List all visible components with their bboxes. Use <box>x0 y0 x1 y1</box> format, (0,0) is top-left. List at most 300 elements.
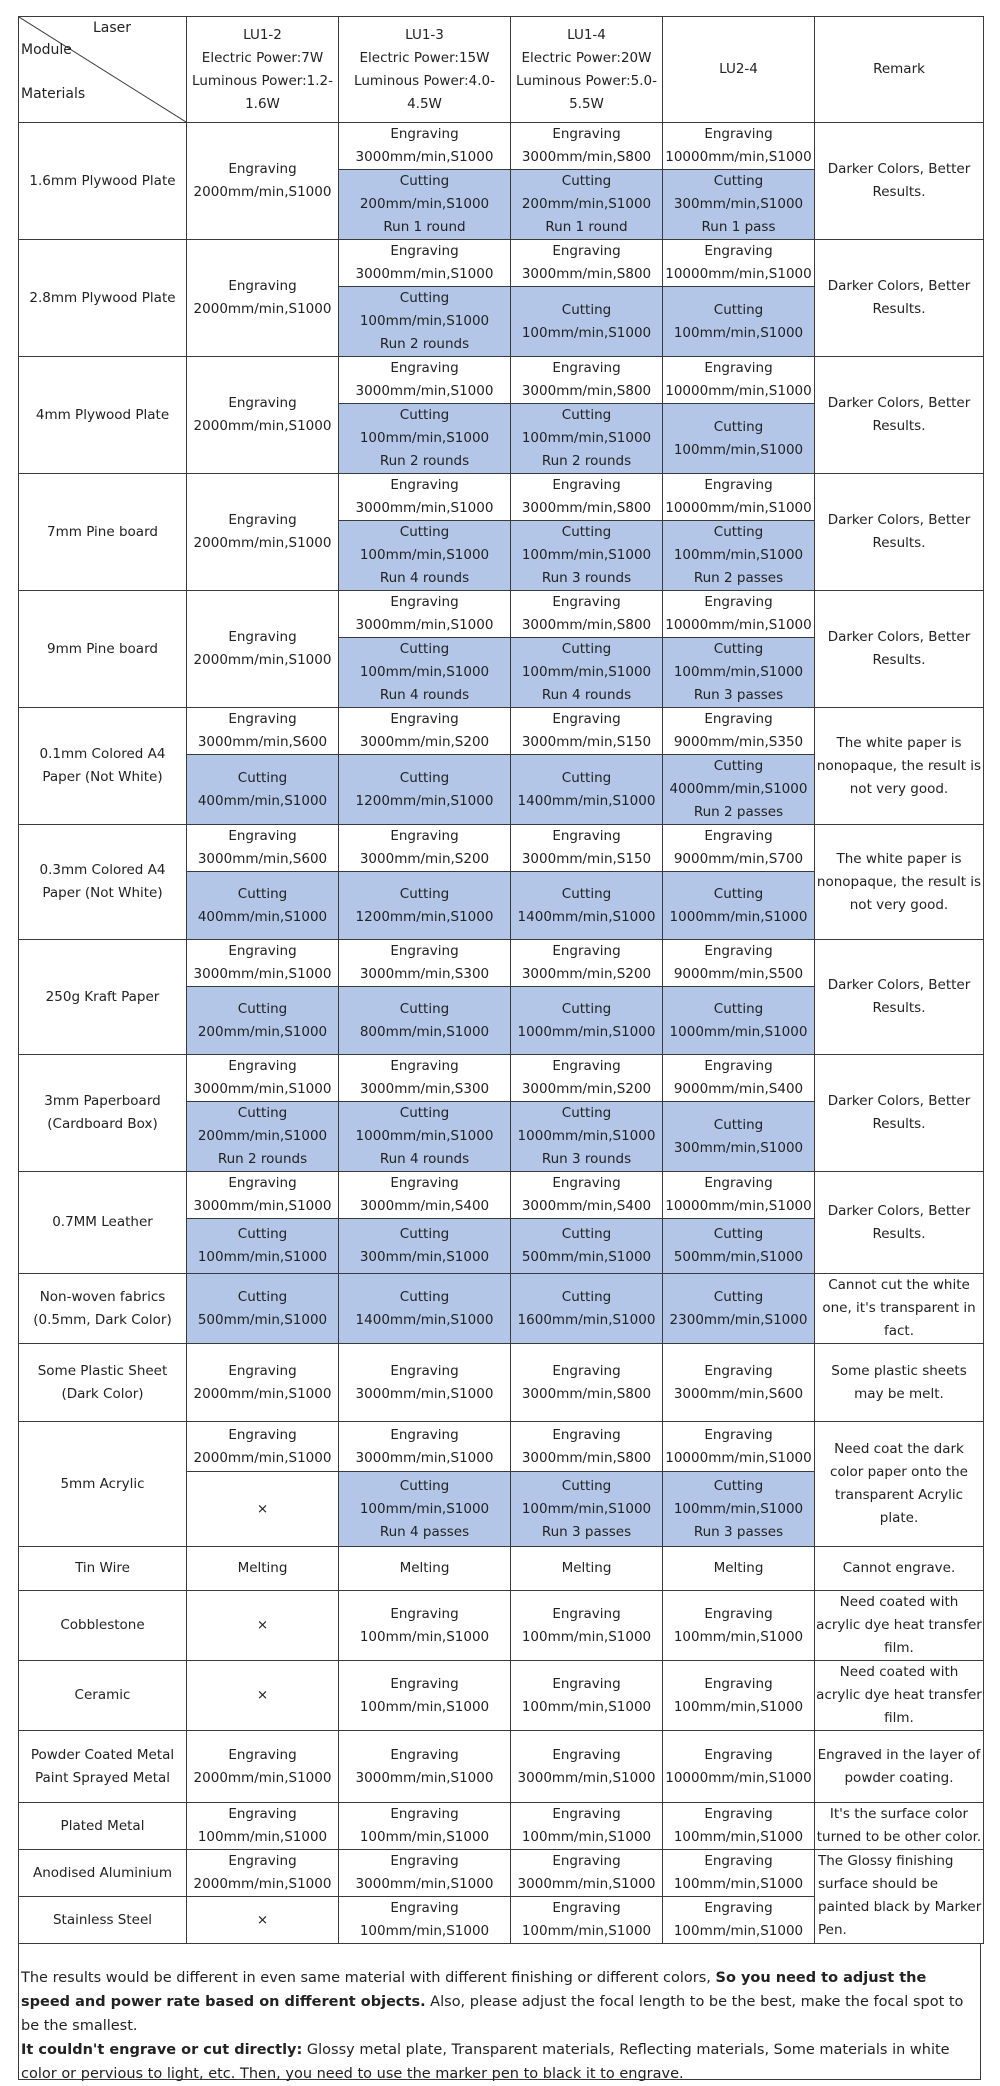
cell-line: Engraving <box>390 711 459 727</box>
cutting-cell <box>339 987 511 1055</box>
setting-cell <box>187 474 339 591</box>
setting-cell <box>187 1803 339 1850</box>
engraving-cell <box>339 357 511 404</box>
cell-line: 3000mm/min,S800 <box>521 149 652 165</box>
cell-line: Engraving <box>704 477 773 493</box>
cutting-cell <box>511 872 663 940</box>
cell-line: Cutting <box>713 1226 764 1242</box>
cell-line: 3000mm/min,S1000 <box>355 1449 494 1466</box>
table-row <box>19 474 984 521</box>
setting-cell <box>187 1591 339 1661</box>
cell-line: Engraving <box>390 1746 459 1763</box>
table-row <box>19 1422 984 1472</box>
engraving-cell <box>511 474 663 521</box>
remark-cell: Need coated with acrylic dye heat transfer film. <box>815 1661 984 1731</box>
cell-line: 100mm/min,S1000 <box>521 1923 652 1939</box>
setting-cell <box>663 1661 815 1731</box>
table-row <box>19 940 984 987</box>
remark-cell: Darker Colors, Better Results. <box>815 591 984 708</box>
setting-cell <box>663 1850 815 1897</box>
cell-line: Engraving <box>390 1675 459 1692</box>
cell-line: 100mm/min,S1000 <box>673 1829 804 1845</box>
cutting-cell <box>339 1472 511 1547</box>
setting-cell <box>187 1274 339 1344</box>
cell-line: 3000mm/min,S200 <box>359 851 490 867</box>
cell-line: Cutting <box>713 301 764 318</box>
cell-line: 2000mm/min,S1000 <box>193 1385 332 1402</box>
cell-line: Cutting <box>713 1288 764 1305</box>
table-row <box>19 1803 984 1850</box>
cutting-cell <box>511 987 663 1055</box>
cell-line: 3000mm/min,S1000 <box>355 149 494 165</box>
cell-line: 3000mm/min,S1000 <box>355 500 494 516</box>
cell-line: Engraving <box>552 1058 621 1074</box>
cell-line: Run 2 rounds <box>379 336 470 352</box>
column-header <box>339 17 511 123</box>
cell-line: 3000mm/min,S200 <box>359 734 490 750</box>
cell-line: 10000mm/min,S1000 <box>665 500 812 516</box>
cell-line: 100mm/min,S1000 <box>197 1829 328 1845</box>
engraving-cell <box>339 940 511 987</box>
cutting-cell <box>663 287 815 357</box>
cell-line: 300mm/min,S1000 <box>359 1249 490 1265</box>
setting-cell <box>187 357 339 474</box>
cell-line: Engraving <box>552 1746 621 1763</box>
engraving-cell <box>663 825 815 872</box>
column-header <box>663 17 815 123</box>
cell-line: 3000mm/min,S600 <box>197 734 328 750</box>
cell-line: 4000mm/min,S1000 <box>669 781 808 797</box>
laser-settings-table <box>18 16 984 1944</box>
cell-line: 500mm/min,S1000 <box>521 1249 652 1265</box>
cell-line: Run 2 rounds <box>217 1151 308 1167</box>
remark-cell: The white paper is nonopaque, the result is not very good. <box>815 825 984 940</box>
cell-line: 500mm/min,S1000 <box>673 1249 804 1265</box>
cutting-cell <box>663 170 815 240</box>
cell-line: 100mm/min,S1000 <box>673 547 804 563</box>
cell-line: Run 1 round <box>545 219 628 235</box>
cell-line: 9000mm/min,S500 <box>673 966 804 982</box>
cell-line: Cutting <box>399 524 450 540</box>
cell-line: Engraving <box>390 1362 459 1379</box>
cell-line: Cutting <box>713 885 764 902</box>
cell-line: 100mm/min,S1000 <box>359 1698 490 1715</box>
cell-line: 3000mm/min,S800 <box>521 617 652 633</box>
engraving-cell <box>187 708 339 755</box>
cell-line: Run 3 passes <box>693 1523 784 1540</box>
module-name: LU2-4 <box>719 61 758 77</box>
cell-line: Engraving <box>704 943 773 959</box>
cell-line: 10000mm/min,S1000 <box>665 149 812 165</box>
cell-line: 1000mm/min,S1000 <box>517 1023 656 1040</box>
setting-cell <box>511 1591 663 1661</box>
cell-line: 100mm/min,S1000 <box>521 1698 652 1715</box>
cell-line: Engraving <box>704 1806 773 1822</box>
material-name: Anodised Aluminium <box>19 1850 187 1897</box>
cell-line: × <box>256 1911 269 1928</box>
cell-line: Cutting <box>561 407 612 423</box>
cell-line: 3000mm/min,S800 <box>521 500 652 516</box>
cell-line: Cutting <box>713 524 764 540</box>
table-row <box>19 1274 984 1344</box>
cell-line: 100mm/min,S1000 <box>197 1249 328 1265</box>
setting-cell <box>187 1731 339 1803</box>
engraving-cell <box>339 1422 511 1472</box>
setting-cell <box>187 240 339 357</box>
table-row <box>19 357 984 404</box>
cell-line: 3000mm/min,S1000 <box>193 1081 332 1097</box>
cell-line: Cutting <box>561 1000 612 1017</box>
cell-line: Engraving <box>704 1058 773 1074</box>
cell-line: Run 1 pass <box>701 219 776 235</box>
cell-line: Cutting <box>237 1000 288 1017</box>
engraving-cell <box>663 123 815 170</box>
cell-line: Engraving <box>704 711 773 727</box>
cell-line: Engraving <box>552 828 621 844</box>
table-row <box>19 1850 984 1897</box>
setting-cell <box>663 1591 815 1661</box>
cell-line: 2000mm/min,S1000 <box>193 184 332 200</box>
remark-cell: The Glossy finishing surface should be painted black by Marker Pen. <box>815 1850 984 1944</box>
cutting-cell <box>339 755 511 825</box>
remark-cell: It's the surface color turned to be other color. <box>815 1803 984 1850</box>
cell-line: Cutting <box>713 1000 764 1017</box>
cutting-cell <box>511 521 663 591</box>
remark-cell: Darker Colors, Better Results. <box>815 1055 984 1172</box>
table-row <box>19 1661 984 1731</box>
engraving-cell <box>663 591 815 638</box>
cell-line: 10000mm/min,S1000 <box>665 383 812 399</box>
cell-line: Engraving <box>704 828 773 844</box>
cell-line: Engraving <box>704 1853 773 1869</box>
module-spec: Electric Power:15W <box>359 49 490 66</box>
table-row <box>19 1591 984 1661</box>
cutting-cell <box>339 404 511 474</box>
material-name: Powder Coated Metal Paint Sprayed Metal <box>19 1731 187 1803</box>
material-name: 9mm Pine board <box>19 591 187 708</box>
cell-line: 200mm/min,S1000 <box>197 1023 328 1040</box>
cell-line: 2000mm/min,S1000 <box>193 1769 332 1786</box>
cell-line: Engraving <box>552 594 621 610</box>
cell-line: Engraving <box>228 395 297 411</box>
cell-line: Engraving <box>552 943 621 959</box>
cell-line: Engraving <box>704 126 773 142</box>
module-spec: Electric Power:20W <box>521 49 652 66</box>
remark-cell: The white paper is nonopaque, the result is not very good. <box>815 708 984 825</box>
cell-line: 100mm/min,S1000 <box>521 1500 652 1517</box>
cell-line: 400mm/min,S1000 <box>197 792 328 809</box>
cell-line: Engraving <box>552 360 621 376</box>
material-name: 250g Kraft Paper <box>19 940 187 1055</box>
cell-line: Engraving <box>704 243 773 259</box>
setting-cell <box>339 1803 511 1850</box>
remark-cell: Darker Colors, Better Results. <box>815 940 984 1055</box>
cell-line: Engraving <box>704 1362 773 1379</box>
setting-cell <box>663 1803 815 1850</box>
cell-line: 100mm/min,S1000 <box>359 664 490 680</box>
cutting-cell <box>511 1102 663 1172</box>
cell-line: Engraving <box>552 1362 621 1379</box>
cell-line: × <box>256 1617 269 1633</box>
cell-line: 1000mm/min,S1000 <box>517 1128 656 1144</box>
setting-cell <box>187 1897 339 1944</box>
remark-cell: Cannot cut the white one, it's transparent in fact. <box>815 1274 984 1344</box>
engraving-cell <box>187 940 339 987</box>
cell-line: Engraving <box>390 360 459 376</box>
cell-line: 3000mm/min,S150 <box>521 851 652 867</box>
setting-cell <box>339 1850 511 1897</box>
cell-line: Engraving <box>390 943 459 959</box>
cell-line: 1400mm/min,S1000 <box>517 908 656 925</box>
remark-cell: Darker Colors, Better Results. <box>815 123 984 240</box>
laser-label: Laser <box>92 20 131 36</box>
cell-line: Run 3 passes <box>693 687 784 703</box>
cell-line: 100mm/min,S1000 <box>673 1876 804 1892</box>
cell-line: Run 2 passes <box>693 570 784 586</box>
cell-line: Cutting <box>399 407 450 423</box>
table-row <box>19 591 984 638</box>
cell-line: Cutting <box>561 1477 612 1494</box>
setting-cell <box>663 1731 815 1803</box>
cell-line: 1000mm/min,S1000 <box>669 1023 808 1040</box>
note-emphasis: It couldn't engrave or cut directly: <box>21 2042 303 2058</box>
material-name: 5mm Acrylic <box>19 1422 187 1547</box>
cell-line: Engraving <box>390 1426 459 1443</box>
cell-line: 100mm/min,S1000 <box>673 441 804 458</box>
corner-header <box>19 17 187 123</box>
cell-line: Cutting <box>713 758 764 774</box>
cell-line: Cutting <box>713 1477 764 1494</box>
note-text: Glossy metal plate, Transparent materials, Reflecting materials, Some materials in white color or pervious to light, etc. Then, you need to use the marker pen to black it to engrave. <box>21 2042 950 2082</box>
cell-line: Engraving <box>228 629 297 645</box>
engraving-cell <box>511 240 663 287</box>
setting-cell <box>187 1547 339 1591</box>
cell-line: 3000mm/min,S1000 <box>193 966 332 982</box>
cell-line: Engraving <box>390 1605 459 1622</box>
cell-line: Melting <box>561 1560 612 1576</box>
cutting-cell <box>663 404 815 474</box>
cutting-cell <box>663 1219 815 1274</box>
cell-line: 1000mm/min,S1000 <box>669 908 808 925</box>
cell-line: 3000mm/min,S1000 <box>517 1769 656 1786</box>
cell-line: 3000mm/min,S800 <box>521 266 652 282</box>
cell-line: 3000mm/min,S600 <box>197 851 328 867</box>
cell-line: Run 2 rounds <box>541 453 632 469</box>
cutting-cell <box>187 755 339 825</box>
cell-line: 100mm/min,S1000 <box>359 1628 490 1645</box>
cell-line: 9000mm/min,S350 <box>673 734 804 750</box>
cell-line: Run 4 passes <box>379 1523 470 1540</box>
setting-cell <box>663 1274 815 1344</box>
cell-line: Cutting <box>399 769 450 786</box>
engraving-cell <box>511 940 663 987</box>
cell-line: Cutting <box>561 1105 612 1121</box>
cell-line: × <box>256 1687 269 1703</box>
engraving-cell <box>511 357 663 404</box>
cell-line: Cutting <box>561 301 612 318</box>
setting-cell <box>339 1591 511 1661</box>
cell-line: 9000mm/min,S700 <box>673 851 804 867</box>
cell-line: Cutting <box>399 173 450 189</box>
cutting-cell <box>187 1219 339 1274</box>
setting-cell <box>187 1661 339 1731</box>
cell-line: Cutting <box>561 769 612 786</box>
cell-line: Engraving <box>390 1853 459 1869</box>
cell-line: Engraving <box>390 243 459 259</box>
cell-line: 3000mm/min,S1000 <box>355 1876 494 1892</box>
cell-line: Engraving <box>228 1362 297 1379</box>
cell-line: Engraving <box>552 1900 621 1916</box>
cell-line: Run 4 rounds <box>379 1151 470 1167</box>
cell-line: Melting <box>237 1560 288 1576</box>
setting-cell <box>511 1344 663 1422</box>
setting-cell <box>339 1274 511 1344</box>
cutting-cell <box>511 755 663 825</box>
engraving-cell <box>339 708 511 755</box>
remark-cell: Some plastic sheets may be melt. <box>815 1344 984 1422</box>
setting-cell <box>663 1344 815 1422</box>
cell-line: Engraving <box>390 126 459 142</box>
table-row <box>19 240 984 287</box>
cutting-cell <box>663 521 815 591</box>
cell-line: Engraving <box>390 594 459 610</box>
cell-line: 300mm/min,S1000 <box>673 1139 804 1156</box>
cell-line: Cutting <box>713 418 764 435</box>
cutting-cell <box>663 638 815 708</box>
engraving-cell <box>511 1055 663 1102</box>
cell-line: 100mm/min,S1000 <box>359 430 490 446</box>
cell-line: 400mm/min,S1000 <box>197 908 328 925</box>
engraving-cell <box>511 123 663 170</box>
cell-line: 3000mm/min,S1000 <box>355 617 494 633</box>
cell-line: 3000mm/min,S400 <box>359 1198 490 1214</box>
cell-line: 2000mm/min,S1000 <box>193 418 332 434</box>
table-row <box>19 1547 984 1591</box>
cell-line: Cutting <box>237 885 288 902</box>
engraving-cell <box>511 708 663 755</box>
cutting-cell <box>339 1219 511 1274</box>
cell-line: Engraving <box>552 711 621 727</box>
header-row <box>19 17 984 123</box>
material-name: Plated Metal <box>19 1803 187 1850</box>
cell-line: Cutting <box>237 1105 288 1121</box>
engraving-cell <box>187 1422 339 1472</box>
cell-line: 2000mm/min,S1000 <box>193 535 332 551</box>
cell-line: Cutting <box>561 885 612 902</box>
cell-line: Cutting <box>561 173 612 189</box>
cell-line: 100mm/min,S1000 <box>359 313 490 329</box>
cutting-cell <box>663 1102 815 1172</box>
setting-cell <box>511 1661 663 1731</box>
cell-line: 10000mm/min,S1000 <box>665 1449 812 1466</box>
cell-line: 3000mm/min,S300 <box>359 966 490 982</box>
cell-line: Run 4 rounds <box>541 687 632 703</box>
cell-line: Run 4 rounds <box>379 687 470 703</box>
material-name: Ceramic <box>19 1661 187 1731</box>
table-row <box>19 1172 984 1219</box>
cell-line: Cutting <box>399 290 450 306</box>
engraving-cell <box>663 1172 815 1219</box>
cell-line: Cutting <box>713 1116 764 1133</box>
cell-line: 10000mm/min,S1000 <box>665 1769 812 1786</box>
cell-line: 100mm/min,S1000 <box>673 1698 804 1715</box>
cell-line: Engraving <box>552 243 621 259</box>
material-name: Stainless Steel <box>19 1897 187 1944</box>
cell-line: 3000mm/min,S400 <box>521 1198 652 1214</box>
cell-line: Cutting <box>237 1288 288 1305</box>
cutting-cell <box>663 872 815 940</box>
material-name: Cobblestone <box>19 1591 187 1661</box>
setting-cell <box>339 1731 511 1803</box>
cell-line: 100mm/min,S1000 <box>521 664 652 680</box>
cell-line: Cutting <box>237 1226 288 1242</box>
setting-cell <box>511 1731 663 1803</box>
note-text: The results would be different in even same material with different finishing or different colors, <box>21 1970 716 1986</box>
module-spec: Luminous Power:4.0-4.5W <box>354 72 495 112</box>
cell-line: Cutting <box>237 769 288 786</box>
module-spec: Electric Power:7W <box>201 49 324 66</box>
cell-line: 100mm/min,S1000 <box>673 1628 804 1645</box>
cell-line: 1400mm/min,S1000 <box>517 792 656 809</box>
cell-line: 3000mm/min,S150 <box>521 734 652 750</box>
cell-line: Engraving <box>228 1746 297 1763</box>
cell-line: Engraving <box>228 1853 297 1869</box>
cell-line: Engraving <box>552 1675 621 1692</box>
setting-cell <box>187 591 339 708</box>
cell-line: Cutting <box>561 1288 612 1305</box>
cell-line: 100mm/min,S1000 <box>673 324 804 341</box>
cell-line: Engraving <box>228 1426 297 1443</box>
engraving-cell <box>187 1055 339 1102</box>
cell-line: 200mm/min,S1000 <box>359 196 490 212</box>
cell-line: 3000mm/min,S800 <box>521 1449 652 1466</box>
cell-line: 300mm/min,S1000 <box>673 196 804 212</box>
engraving-cell <box>187 825 339 872</box>
engraving-cell <box>339 474 511 521</box>
cell-line: × <box>256 1500 269 1517</box>
engraving-cell <box>663 240 815 287</box>
cell-line: 100mm/min,S1000 <box>521 324 652 341</box>
module-label: Module <box>21 42 72 58</box>
cell-line: Cutting <box>399 1477 450 1494</box>
cell-line: Cutting <box>399 1288 450 1305</box>
cutting-cell <box>511 404 663 474</box>
cutting-cell <box>339 638 511 708</box>
column-header <box>187 17 339 123</box>
cell-line: 1400mm/min,S1000 <box>355 1311 494 1328</box>
cell-line: Engraving <box>552 1426 621 1443</box>
engraving-cell <box>663 357 815 404</box>
cell-line: 1200mm/min,S1000 <box>355 908 494 925</box>
setting-cell <box>187 1850 339 1897</box>
engraving-cell <box>339 825 511 872</box>
engraving-cell <box>187 1172 339 1219</box>
engraving-cell <box>511 591 663 638</box>
cutting-cell <box>187 872 339 940</box>
cell-line: Engraving <box>228 1058 297 1074</box>
cell-line: Cutting <box>561 1226 612 1242</box>
setting-cell <box>511 1850 663 1897</box>
engraving-cell <box>663 940 815 987</box>
cell-line: Engraving <box>704 1675 773 1692</box>
cell-line: 100mm/min,S1000 <box>521 1628 652 1645</box>
remark-cell: Darker Colors, Better Results. <box>815 357 984 474</box>
cutting-cell <box>511 287 663 357</box>
setting-cell <box>187 1344 339 1422</box>
table-row <box>19 1055 984 1102</box>
cell-line: Cutting <box>561 524 612 540</box>
materials-label: Materials <box>21 86 86 102</box>
